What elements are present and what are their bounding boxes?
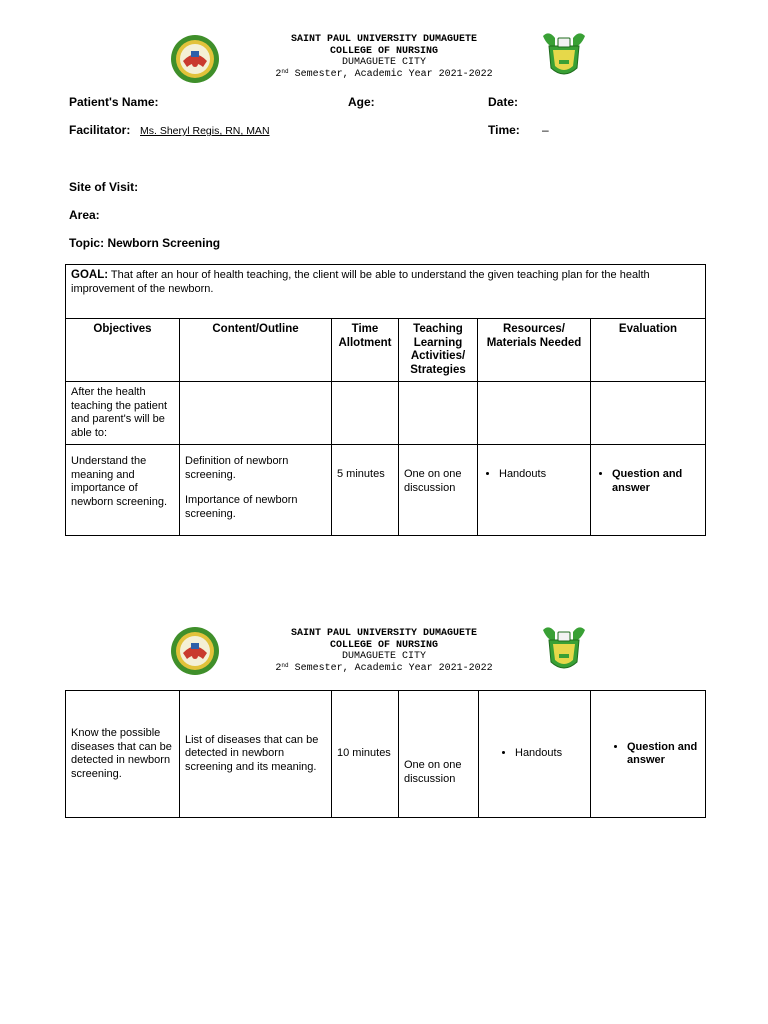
col-objectives: Objectives [66,319,180,382]
goal-text: That after an hour of health teaching, the client will be able to understand the given teaching plan for the health improvement of the newborn. [71,269,650,295]
semester-line: 2nd Semester, Academic Year 2021-2022 [275,661,493,674]
semester-line: 2nd Semester, Academic Year 2021-2022 [275,67,493,80]
activity-cell: One on one discussion [399,445,478,536]
teaching-plan-table [65,264,706,536]
date-label: Date: [488,95,519,109]
table-row [66,445,706,536]
school-header [250,34,518,80]
area-label: Area: [69,208,100,222]
facilitator-label: Facilitator: [69,123,131,137]
col-content-outline: Content/Outline [180,319,332,382]
goal-label: GOAL: [71,269,109,281]
city-name: DUMAGUETE CITY [341,57,426,68]
facilitator-value: Ms. Sheryl Regis, RN, MAN [140,125,270,137]
topic-label: Topic: Newborn Screening [69,236,221,250]
col-time-allotment: Time Allotment [332,319,399,382]
teaching-plan-table-continued [65,690,706,818]
age-label: Age: [348,95,375,109]
objective-cell: Understand the meaning and importance of newborn screening. [66,445,180,536]
evaluation-item: • Question and answer [627,741,700,768]
college-name: COLLEGE OF NURSING [329,45,439,57]
goal-cell [66,265,706,319]
content-item: Importance of newborn screening. [185,494,298,520]
col-resources: Resources/ Materials Needed [478,319,591,382]
site-of-visit-label: Site of Visit: [69,180,139,194]
table-row [66,382,706,445]
evaluation-cell [591,445,706,536]
content-cell: List of diseases that can be detected in newborn screening and its meaning. [180,691,332,818]
university-name: SAINT PAUL UNIVERSITY DUMAGUETE [290,628,478,639]
school-header [250,628,518,674]
content-item: Definition of newborn screening. [185,455,289,481]
resource-cell [479,691,591,818]
college-name: COLLEGE OF NURSING [329,639,439,651]
resource-item: • Handouts [499,468,585,482]
content-cell [180,445,332,536]
time-value: – [542,123,549,137]
objective-cell: Know the possible diseases that can be detected in newborn screening. [66,691,180,818]
nursing-crest-icon [541,624,587,674]
intro-cell: After the health teaching the patient and parent's will be able to: [66,382,180,445]
table-row [66,691,706,818]
city-name: DUMAGUETE CITY [341,651,426,662]
resource-item: • Handouts [515,747,585,761]
activity-cell: One on one discussion [399,691,479,818]
university-seal-icon [170,34,220,84]
col-teaching-activities: Teaching Learning Activities/ Strategies [399,319,478,382]
nursing-crest-icon [541,30,587,80]
table-header-row [66,319,706,382]
evaluation-item: • Question and answer [612,468,700,495]
time-cell: 10 minutes [332,691,399,818]
time-cell: 5 minutes [332,445,399,536]
patient-name-label: Patient's Name: [69,95,159,109]
evaluation-cell [591,691,706,818]
university-seal-icon [170,626,220,676]
resource-cell [478,445,591,536]
university-name: SAINT PAUL UNIVERSITY DUMAGUETE [290,34,478,45]
time-label: Time: [488,123,520,137]
col-evaluation: Evaluation [591,319,706,382]
